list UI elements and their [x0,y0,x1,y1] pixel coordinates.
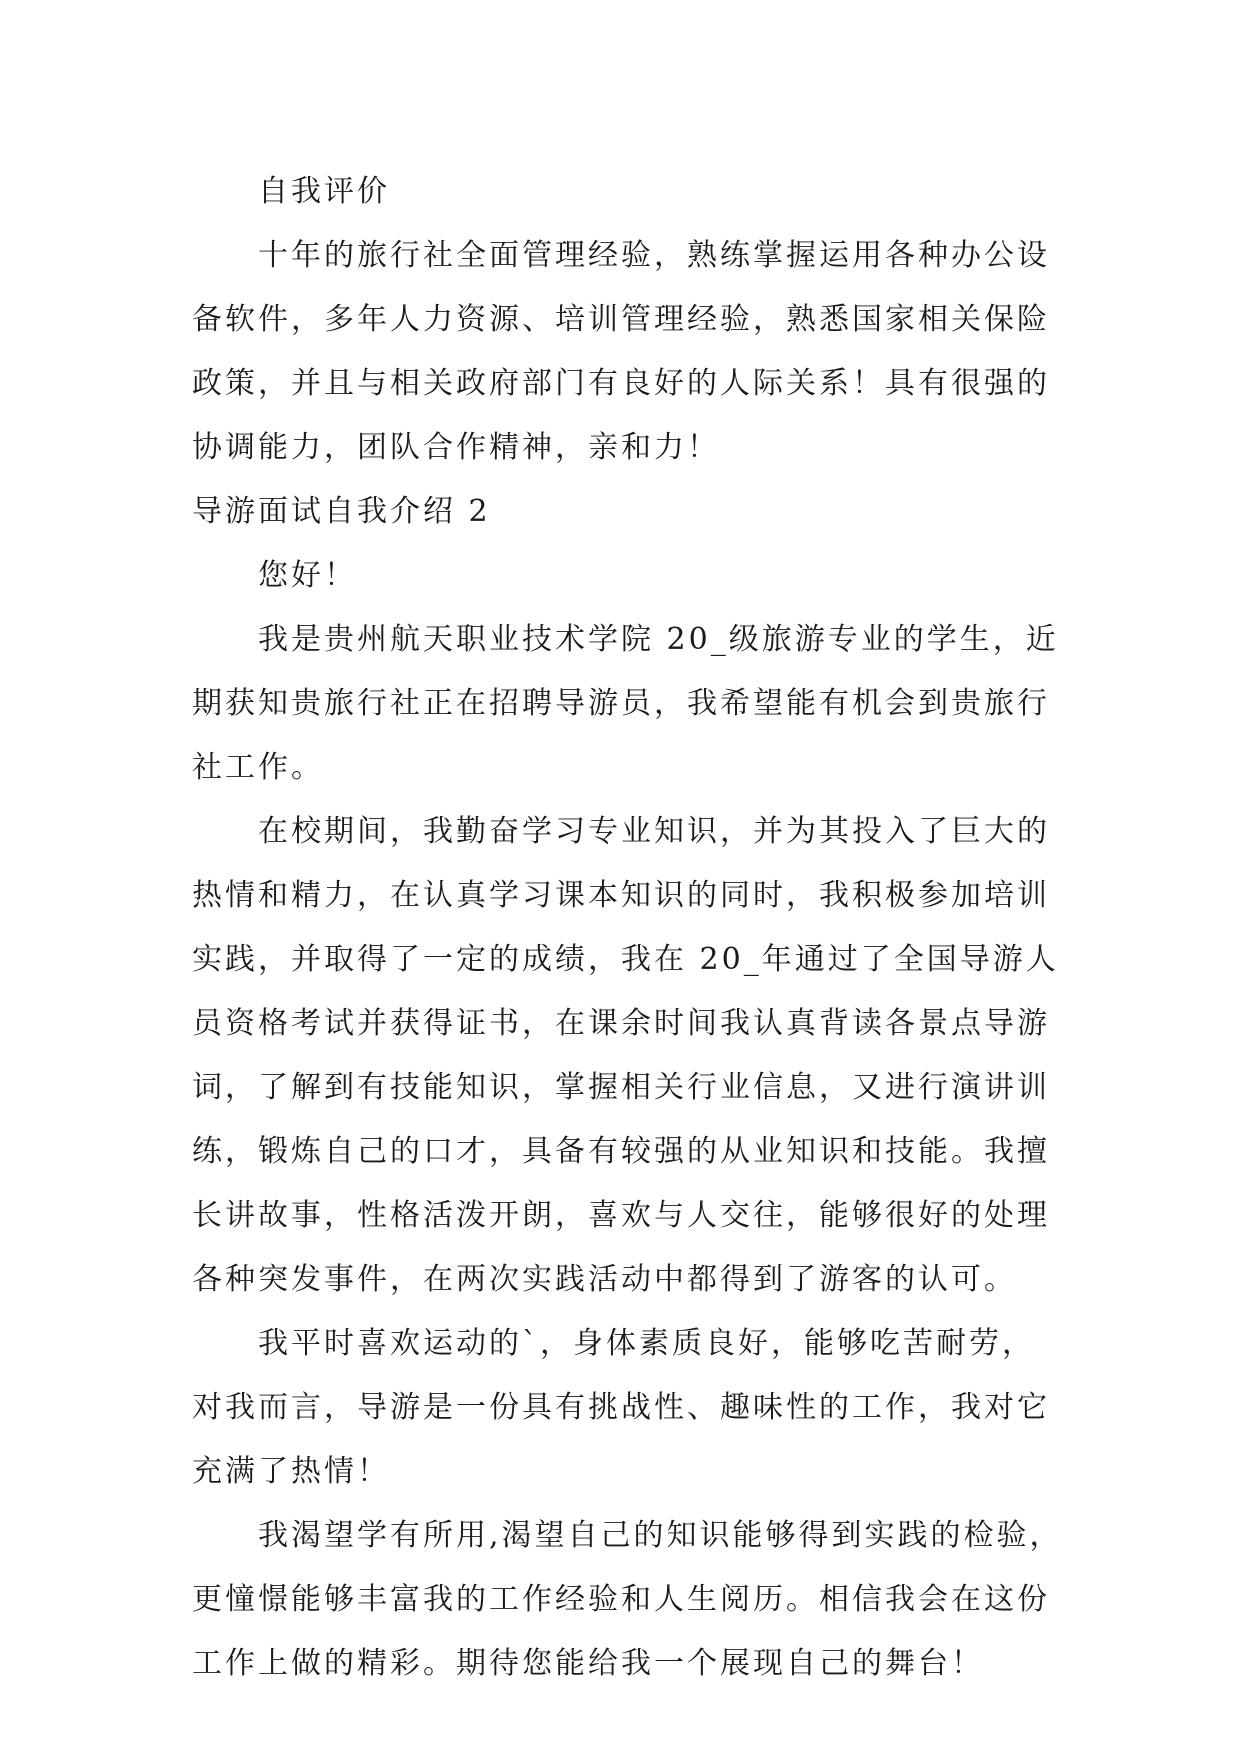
paragraph-school [192,800,1059,1312]
section-heading-text: 导游面试自我介绍 2 [192,494,491,529]
paragraph-line: 协调能力，团队合作精神，亲和力！ [192,430,720,465]
section-title-text: 自我评价 [258,174,390,209]
paragraph-line: 我是贵州航天职业技术学院 20_级旅游专业的学生，近 [258,622,1059,657]
paragraph-intro [192,608,1059,800]
paragraph-line: 工作上做的精彩。期待您能给我一个展现自己的舞台！ [192,1646,984,1681]
document-page [192,160,1063,1696]
paragraph-closing [192,1504,1063,1696]
paragraph-line: 词，了解到有技能知识，掌握相关行业信息，又进行演讲训 [192,1070,1050,1105]
section-title-self-evaluation [192,160,1054,224]
paragraph-line: 更憧憬能够丰富我的工作经验和人生阅历。相信我会在这份 [192,1582,1050,1617]
paragraph-line: 我平时喜欢运动的`，身体素质良好，能够吃苦耐劳， [258,1326,1035,1361]
paragraph-line: 期获知贵旅行社正在招聘导游员，我希望能有机会到贵旅行 [192,686,1050,721]
paragraph-line: 实践，并取得了一定的成绩，我在 20_年通过了全国导游人 [192,942,1059,977]
section-heading-intro-2 [192,480,1054,544]
paragraph-line: 各种突发事件，在两次实践活动中都得到了游客的认可。 [192,1262,1017,1297]
paragraph-line: 长讲故事，性格活泼开朗，喜欢与人交往，能够很好的处理 [192,1198,1050,1233]
paragraph-line: 政策，并且与相关政府部门有良好的人际关系！具有很强的 [192,366,1050,401]
paragraph-personal [192,1312,1054,1504]
greeting [192,544,1054,608]
paragraph-line: 练，锻炼自己的口才，具备有较强的从业知识和技能。我擅 [192,1134,1050,1169]
paragraph-line: 十年的旅行社全面管理经验，熟练掌握运用各种办公设 [258,238,1050,273]
paragraph-line: 在校期间，我勤奋学习专业知识，并为其投入了巨大的 [258,814,1050,849]
paragraph-line: 热情和精力，在认真学习课本知识的同时，我积极参加培训 [192,878,1050,913]
paragraph-line: 对我而言，导游是一份具有挑战性、趣味性的工作，我对它 [192,1390,1050,1425]
paragraph-line: 充满了热情！ [192,1454,390,1489]
paragraph-line: 备软件，多年人力资源、培训管理经验，熟悉国家相关保险 [192,302,1050,337]
paragraph-line: 社工作。 [192,750,324,785]
greeting-text: 您好！ [258,558,357,593]
paragraph-self-evaluation [192,224,1054,480]
paragraph-line: 员资格考试并获得证书，在课余时间我认真背读各景点导游 [192,1006,1050,1041]
paragraph-line: 我渴望学有所用,渴望自己的知识能够得到实践的检验， [258,1518,1063,1553]
